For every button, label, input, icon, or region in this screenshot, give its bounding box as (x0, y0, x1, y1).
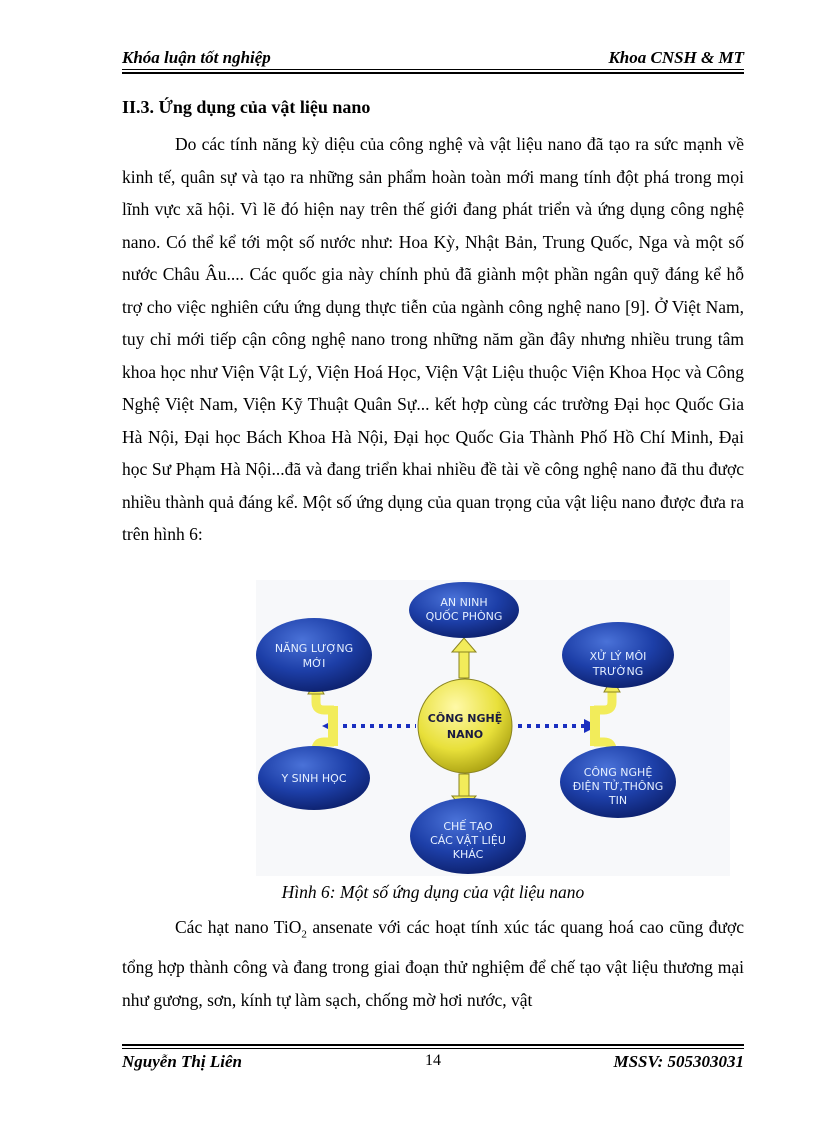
node-left-top (256, 618, 372, 692)
footer-rule-thick (122, 1044, 744, 1046)
footer-student-id: MSSV: 505303031 (613, 1052, 744, 1071)
node-bottom (410, 798, 526, 874)
arrow-up (452, 638, 476, 678)
body-paragraph-2 (122, 911, 744, 1016)
footer-author: Nguyễn Thị Liên (122, 1052, 242, 1071)
body-paragraph-1: Do các tính năng kỳ diệu của công nghệ và vật liệu nano đã tạo ra sức mạnh về kinh tế, quân sự và tạo ra những sản phẩm hoàn toàn mới mang tính đột phá trong mọi lĩnh vực xã hội. Vì lẽ đó hiện nay trên thế giới đang phát triển và ứng dụng công nghệ nano. Có thể kể tới một số nước như: Hoa Kỳ, Nhật Bản, Trung Quốc, Nga và một số nước Châu Âu.... Các quốc gia này chính phủ đã giành một phần ngân quỹ đáng kể hỗ trợ cho việc nghiên cứu ứng dụng thực tiễn của ngành công nghệ nano [9]. Ở Việt Nam, tuy chỉ mới tiếp cận công nghệ nano trong những năm gần đây nhưng nhiều trung tâm khoa học như Viện Vật Lý, Viện Hoá Học, Viện Vật Liệu thuộc Viện Khoa Học và Công Nghệ Việt Nam, Viện Kỹ Thuật Quân Sự... kết hợp cùng các trường Đại học Quốc Gia Hà Nội, Đại học Bách Khoa Hà Nội, Đại học Quốc Gia Thành Phố Hồ Chí Minh, Đại học Sư Phạm Hà Nội...đã và đang triển khai nhiều đề tài về công nghệ nano đã thu được nhiều thành quả đáng kể. Một số ứng dụng của quan trọng của vật liệu nano được đưa ra trên hình 6: (122, 134, 744, 544)
node-bottom-line1: CHẾ TẠO (443, 820, 493, 833)
node-right-bottom-line1: CÔNG NGHỆ (583, 766, 653, 779)
page-header (122, 48, 744, 70)
paragraph2-text-start: Các hạt nano TiO (175, 917, 302, 937)
node-right-top-line1: XỬ LÝ MÔI (589, 650, 647, 663)
node-bottom-line3: KHÁC (452, 848, 484, 861)
node-center-line2: NANO (446, 728, 484, 741)
figure-caption: Hình 6: Một số ứng dụng của vật liệu nano (281, 882, 585, 902)
node-left-bottom-line1: Y SINH HỌC (281, 772, 347, 785)
node-left-top-line1: NĂNG LƯỢNG (274, 642, 354, 655)
node-top-line2: QUỐC PHÒNG (425, 610, 503, 623)
page-number: 14 (425, 1052, 441, 1069)
paragraph2-text-rest: ansenate với các hoạt tính xúc tác quang hoá cao cũng được tổng hợp thành công và đang trong giai đoạn thử nghiệm để chế tạo vật liệu thương mại như gương, sơn, kính tự làm sạch, chống mờ hơi nước, vật (122, 917, 744, 1010)
node-left-bottom (258, 746, 370, 810)
node-left-top-line2: MỚI (302, 657, 326, 670)
node-right-bottom-line3: TIN (608, 794, 628, 807)
footer-rule-thin (122, 1048, 744, 1049)
paragraph2-subscript: 2 (301, 928, 307, 941)
header-thesis-label: Khóa luận tốt nghiệp (122, 48, 271, 67)
header-rule-thin (122, 69, 744, 70)
page-footer (122, 1052, 744, 1076)
node-right-top (562, 622, 674, 688)
node-center (418, 679, 512, 773)
nano-applications-diagram (256, 580, 730, 876)
node-right-bottom (560, 746, 676, 818)
header-rule-thick (122, 72, 744, 74)
header-faculty-label: Khoa CNSH & MT (608, 48, 744, 67)
node-center-line1: CÔNG NGHỆ (427, 712, 503, 725)
node-bottom-line2: CÁC VẬT LIỆU (430, 834, 506, 847)
section-title: II.3. Ứng dụng của vật liệu nano (122, 97, 371, 117)
node-top-line1: AN NINH (440, 596, 488, 609)
node-right-top-line2: TRƯỜNG (592, 665, 644, 678)
node-top (409, 582, 519, 638)
figure-nano-applications (256, 580, 730, 876)
node-right-bottom-line2: ĐIỆN TỬ,THÔNG (572, 780, 664, 793)
